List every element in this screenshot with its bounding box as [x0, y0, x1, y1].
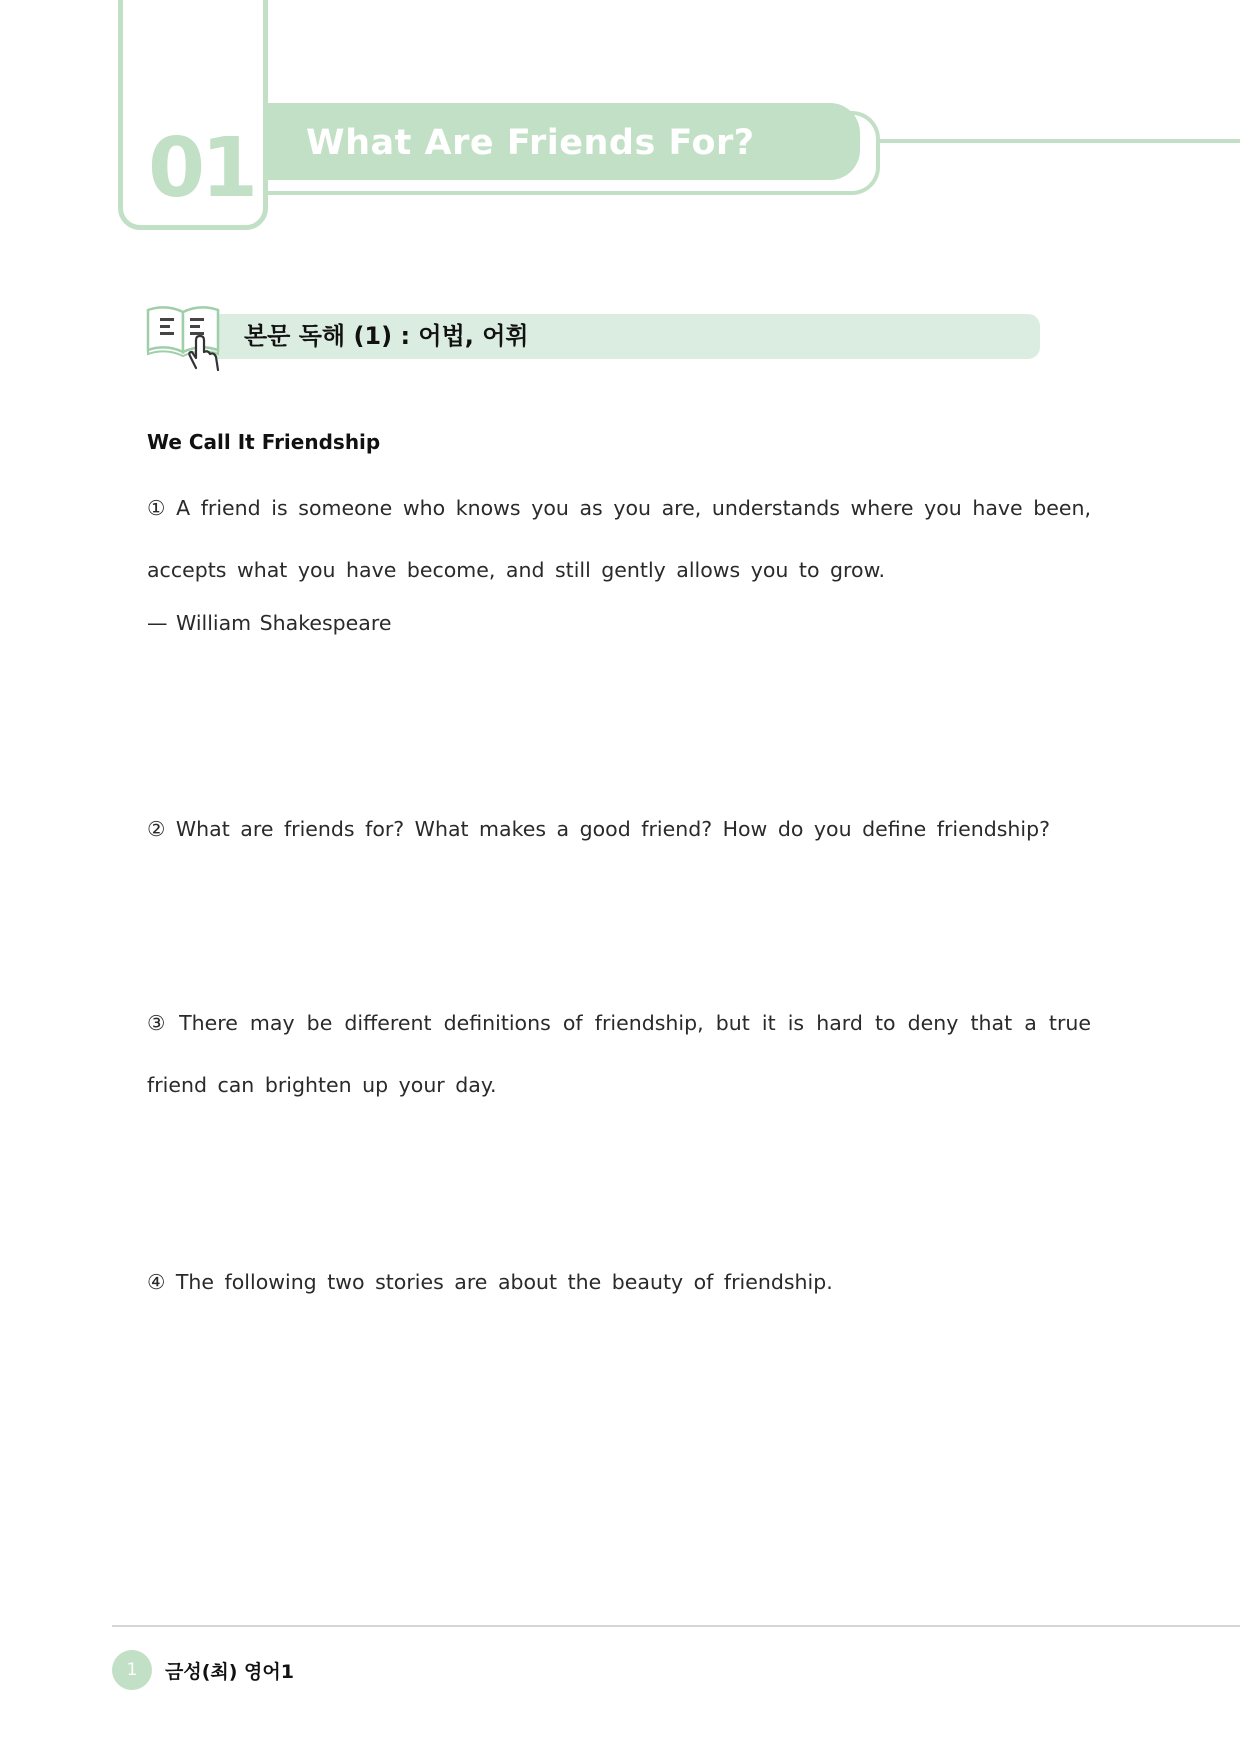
page-number: 1 [112, 1650, 152, 1690]
passage-title: We Call It Friendship [147, 430, 381, 454]
paragraph-3: ③ There may be different definitions of friendship, but it is hard to deny that a true friend can brighten up your day. [147, 1011, 1091, 1097]
footer-divider [112, 1625, 1240, 1627]
paragraph-2: ② What are friends for? What makes a good friend? How do you define friendship? [147, 817, 1050, 841]
book-pointing-hand-icon [146, 300, 224, 374]
chapter-number: 01 [148, 121, 255, 216]
title-rule [880, 139, 1240, 143]
chapter-title: What Are Friends For? [306, 123, 755, 163]
paragraph-1: ① A friend is someone who knows you as you are, understands where you have been, accepts what you have become, and still gently allows you to grow. [147, 496, 1091, 582]
quote-attribution: — William Shakespeare [147, 611, 392, 635]
footer-book-name: 금성(최) 영어1 [165, 1661, 294, 1683]
paragraph-4: ④ The following two stories are about the beauty of friendship. [147, 1270, 833, 1294]
section-title: 본문 독해 (1) : 어법, 어휘 [244, 322, 529, 350]
